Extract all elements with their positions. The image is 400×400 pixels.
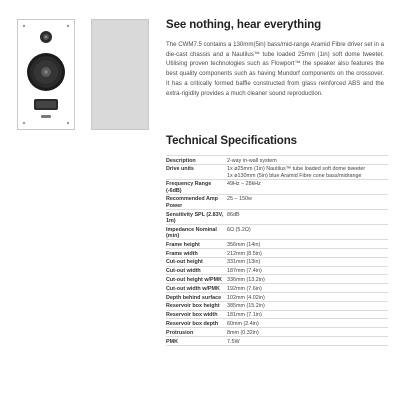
spec-value-line: 212mm (8.5in): [227, 250, 262, 257]
spec-label: Reservoir box height: [166, 303, 220, 310]
spec-label: Protrusion: [166, 329, 194, 336]
spec-row: [166, 164, 388, 179]
spec-row: [166, 310, 388, 319]
headline: See nothing, hear everything: [166, 19, 322, 31]
speaker-front-image: [17, 19, 75, 130]
spec-label: Cut-out width w/PMK: [166, 285, 220, 292]
spec-value: [227, 227, 388, 240]
spec-label: Reservoir box width: [166, 312, 218, 319]
spec-label: PMK: [166, 338, 178, 345]
spec-label: Drive units: [166, 166, 194, 173]
spec-value-line: 356mm (14in): [227, 241, 261, 248]
spec-value-line: 331mm (13in): [227, 259, 261, 266]
spec-label: Cut-out height w/PMK: [166, 276, 222, 283]
spec-row: [166, 224, 388, 239]
spec-value: [227, 312, 388, 318]
spec-value: [227, 158, 388, 164]
spec-row: [166, 266, 388, 275]
spec-row: [166, 155, 388, 164]
spec-value-line: 2-way in-wall system: [227, 157, 277, 164]
spec-value-line: 385mm (15.2in): [227, 303, 265, 310]
spec-label: Cut-out height: [166, 259, 203, 266]
spec-row: [166, 327, 388, 336]
spec-label: Depth behind surface: [166, 294, 222, 301]
spec-value: [227, 286, 388, 292]
spec-row: [166, 274, 388, 283]
spec-value-line: 49Hz – 28kHz: [227, 181, 261, 188]
spec-value: [227, 166, 388, 179]
spec-value: [227, 303, 388, 309]
in-wall-speaker-illustration: [18, 20, 74, 129]
spec-value: [227, 330, 388, 336]
section-title: Technical Specifications: [166, 135, 297, 147]
spec-row: [166, 318, 388, 327]
spec-value: [227, 268, 388, 274]
spec-value: [227, 181, 388, 194]
spec-label: Frequency Range (-6dB): [166, 181, 212, 194]
spec-row: [166, 239, 388, 248]
spec-row: [166, 292, 388, 301]
spec-value-line: 86dB: [227, 211, 240, 218]
spec-value: [227, 196, 388, 209]
spec-value: [227, 321, 388, 327]
spec-value-line: 102mm (4.02in): [227, 294, 265, 301]
spec-value-line: 60mm (2.4in): [227, 320, 259, 327]
spec-value-line: 7.5W: [227, 338, 240, 345]
spec-value-line: 187mm (7.4in): [227, 268, 262, 275]
spec-value: [227, 242, 388, 248]
spec-value-line: 192mm (7.6in): [227, 285, 262, 292]
spec-value: [227, 277, 388, 283]
spec-row: [166, 248, 388, 257]
spec-label: Cut-out width: [166, 268, 201, 275]
spec-value-line: 336mm (13.2in): [227, 276, 265, 283]
spec-row: [166, 283, 388, 292]
spec-value-line: 6Ω (5.2Ω): [227, 226, 251, 233]
spec-label: Frame width: [166, 250, 198, 257]
spec-value: [227, 295, 388, 301]
spec-row: [166, 301, 388, 310]
spec-value-line: 1x ø25mm (1in) Nautilus™ tube loaded soft dome tweeter: [227, 166, 366, 173]
spec-value-line: 1x ø130mm (5in) blue Aramid Fibre cone bass/midrange: [227, 172, 362, 179]
spec-value: [227, 339, 388, 345]
spec-value: [227, 212, 388, 225]
spec-label: Description: [166, 157, 196, 164]
spec-label: Reservoir box depth: [166, 320, 219, 327]
spec-table: [166, 155, 388, 346]
spec-value-line: 8mm (0.32in): [227, 329, 259, 336]
spec-value-line: 25 – 150w: [227, 196, 252, 203]
spec-value: [227, 259, 388, 265]
intro-paragraph: The CWM7.5 contains a 130mm(5in) bass/mid-range Aramid Fibre driver set in a die-cast chassis and a Nautilus™ tube loaded 25mm (1in) soft dome tweeter. Utilising proven technologies such as Flowport™ the speaker also features the best quality components such as having Mundorf components on the crossover. It has a critically formed baffle constructed from glass reinforced ABS and the extra-rigidity provides a much cleaner sound reproduction.: [166, 41, 384, 97]
speaker-grille-image: [91, 19, 149, 130]
spec-row: [166, 336, 388, 346]
spec-row: [166, 209, 388, 224]
spec-row: [166, 194, 388, 209]
spec-label: Frame height: [166, 241, 200, 248]
spec-value-line: 181mm (7.1in): [227, 312, 262, 319]
spec-label: Sensitivity SPL (2.83V, 1m): [166, 211, 224, 224]
spec-label: Impedance Nominal (min): [166, 226, 217, 239]
spec-label: Recommended Amp Power: [166, 196, 218, 209]
spec-row: [166, 257, 388, 266]
spec-value: [227, 251, 388, 257]
spec-row: [166, 179, 388, 194]
